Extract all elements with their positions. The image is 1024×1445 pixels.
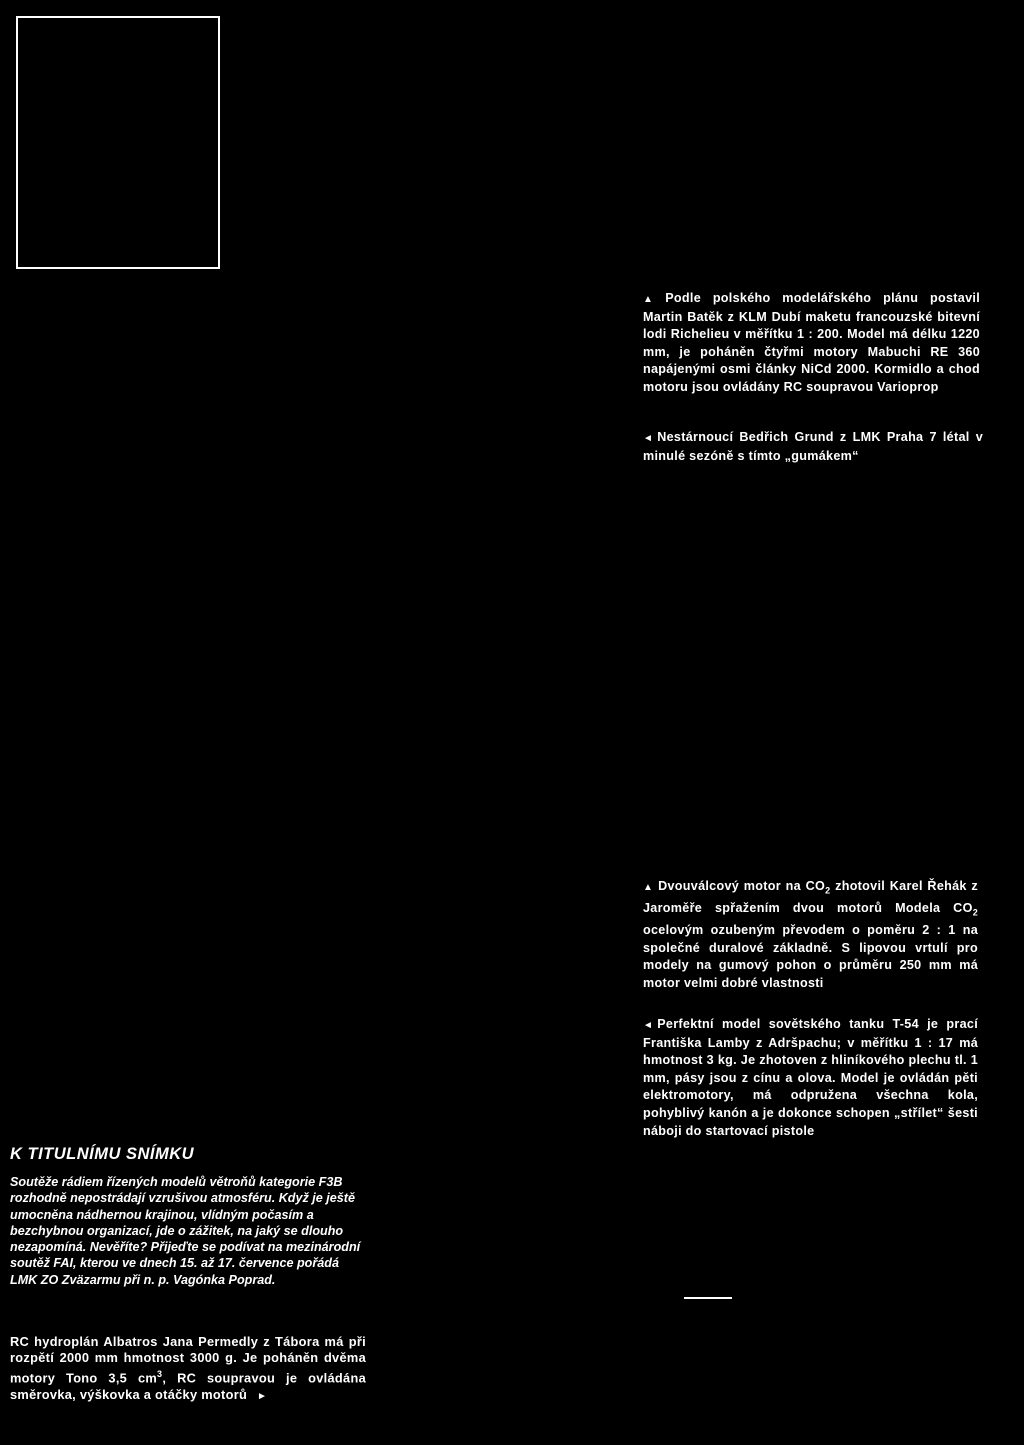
cover-heading: K TITULNÍMU SNÍMKU [10,1145,195,1163]
triangle-up-icon: ▲ [643,294,662,305]
caption-hydroplane-text-1: RC hydroplán Albatros Jana Permedly z Tábora má při rozpětí 2000 mm hmotnost 3000 g. Je poháněn dvěma motory Tono 3,5 cm [10,1334,366,1386]
caption-co2-text-2: zhotovil Karel Řehák z Jaroměře spřažením dvou motorů Modela CO [643,879,979,916]
caption-co2-motor [643,878,978,993]
caption-co2-text-1: Dvouválcový motor na CO [658,879,826,893]
triangle-right-icon: ► [256,1390,268,1402]
caption-battleship [643,290,980,397]
caption-hydroplane [10,1334,366,1405]
triangle-left-icon: ◄ [643,433,654,444]
caption-hydroplane-text-2: , RC soupravou je ovládána směrovka, výškovka a otáčky motorů [10,1370,366,1402]
caption-tank-text: Perfektní model sovětského tanku T-54 je prací Františka Lamby z Adršpachu; v měřítku 1 : 17 má hmotnost 3 kg. Je zhotoven z hliníkového plechu tl. 1 mm, pásy jsou z cínu a olova. Model je ovládán pěti elektromotory, má odpružena všechna kola, pohyblivý kanón a je dokonce schopen „střílet“ šesti náboji do startovací pistole [643,1017,978,1138]
superscript-3: 3 [157,1369,163,1380]
subscript-2: 2 [972,907,978,918]
triangle-up-icon: ▲ [643,882,655,893]
caption-rubber-model-text: Nestárnoucí Bedřich Grund z LMK Praha 7 létal v minulé sezóně s tímto „gumákem“ [643,430,983,463]
caption-tank [643,1016,978,1140]
cover-text: Soutěže rádiem řízených modelů větroňů kategorie F3B rozhodně nepostrádají vzrušivou atmosféru. Když je ještě umocněna nádhernou krajinou, vlídným počasím a bezchybnou organizací, jde o zážitek, na jaký se dlouho nezapomíná. Nevěříte? Přijeďte se podívat na mezinárodní soutěž FAI, kterou ve dnech 15. až 17. července pořádá LMK ZO Zväzarmu při n. p. Vagónka Poprad. [10,1175,361,1287]
caption-co2-text-3: ocelovým ozubeným převodem o poměru 2 : 1 na společné duralové základně. S lipovou vrtulí pro modely na gumový pohon o průměru 250 mm má motor velmi dobré vlastnosti [643,923,978,990]
photo-frame [16,16,220,269]
subscript-2: 2 [825,885,831,896]
caption-battleship-text: Podle polského modelářského plánu postavil Martin Batěk z KLM Dubí maketu francouzské bitevní lodi Richelieu v měřítku 1 : 200. Model má délku 1220 mm, je poháněn čtyřmi motory Mabuchi RE 360 napájenými osmi články NiCd 2000. Kormidlo a chod motoru jsou ovládány RC soupravou Varioprop [643,291,980,394]
triangle-left-icon: ◄ [643,1020,654,1031]
caption-rubber-model [643,429,983,465]
divider [684,1297,732,1299]
